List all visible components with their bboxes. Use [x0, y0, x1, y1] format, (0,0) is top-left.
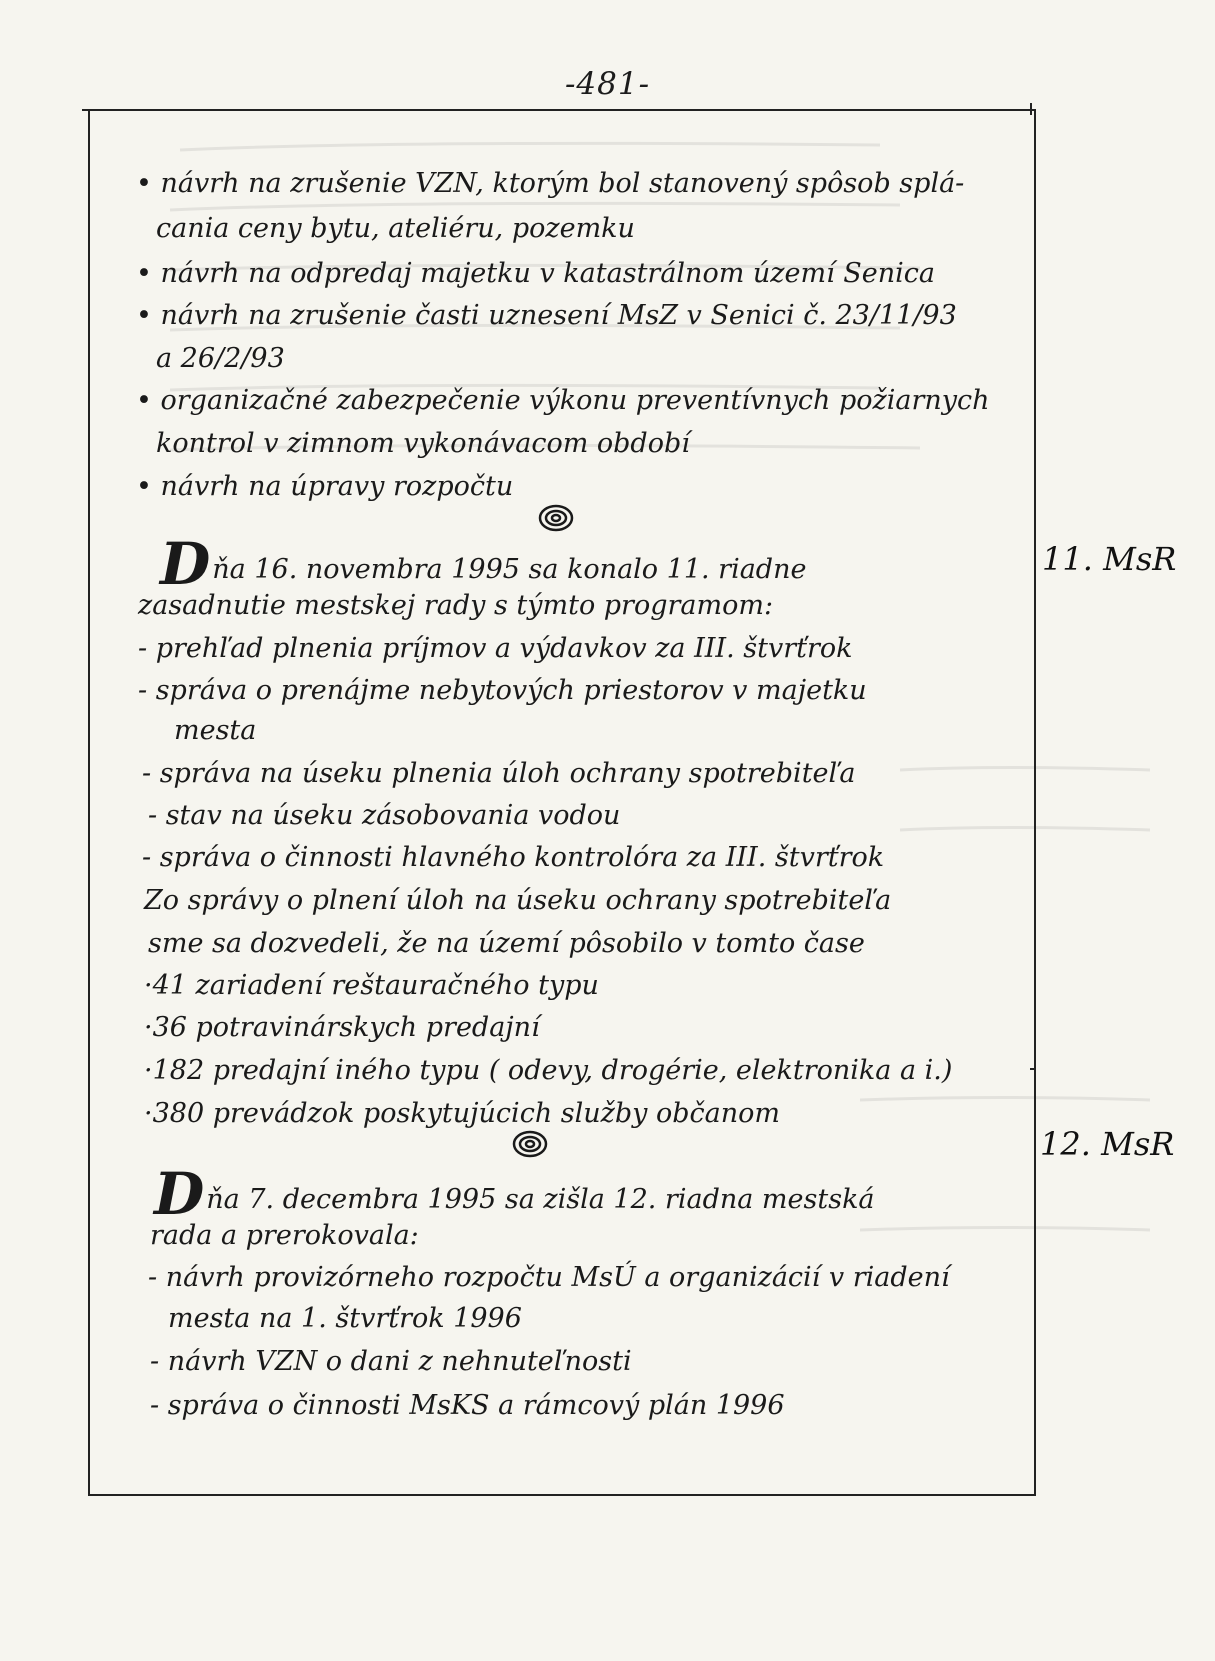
list-item: a 26/2/93 [156, 343, 285, 374]
section-11-line: ·380 prevádzok poskytujúcich služby občanom [144, 1098, 781, 1129]
spiral-ornament [510, 1128, 550, 1160]
section-11-line: ·182 predajní iného typu ( odevy, drogérie, elektronika a i.) [144, 1055, 953, 1086]
section-12-line: mesta na 1. štvrťrok 1996 [168, 1303, 522, 1334]
section-12-line: - návrh provizórneho rozpočtu MsÚ a organizácií v riadení [148, 1262, 950, 1293]
list-item: • organizačné zabezpečenie výkonu preventívnych požiarnych [136, 385, 990, 416]
list-item: • návrh na odpredaj majetku v katastrálnom území Senica [136, 258, 936, 289]
decorated-initial: D [154, 1160, 205, 1228]
section-11-line: zasadnutie mestskej rady s týmto programom: [138, 590, 774, 621]
section-11-line: - stav na úseku zásobovania vodou [148, 800, 621, 831]
margin-note-11-msr: 11. MsR [1042, 540, 1177, 578]
section-11-line: sme sa dozvedeli, že na území pôsobilo v tomto čase [148, 928, 865, 959]
section-11-line: Zo správy o plnení úloh na úseku ochrany spotrebiteľa [144, 885, 892, 916]
section-11-line: - správa o prenájme nebytových priestorov v majetku [138, 675, 867, 706]
list-item: • návrh na úpravy rozpočtu [136, 471, 514, 502]
section-11-line: - správa o činnosti hlavného kontrolóra za III. štvrťrok [142, 842, 885, 873]
frame-side-mark [1030, 1068, 1036, 1070]
section-12-line: rada a prerokovala: [150, 1220, 419, 1251]
section-11-line: mesta [174, 715, 257, 746]
list-item: • návrh na zrušenie časti uznesení MsZ v Senici č. 23/11/93 [136, 300, 957, 331]
section-12-line: - návrh VZN o dani z nehnuteľnosti [150, 1346, 632, 1377]
section-11-line: - prehľad plnenia príjmov a výdavkov za III. štvrťrok [138, 633, 853, 664]
section-12-line: - správa o činnosti MsKS a rámcový plán 1996 [150, 1390, 785, 1421]
frame-corner-mark [82, 109, 94, 111]
page-number: -481- [564, 66, 651, 102]
section-12-opening-line [154, 1160, 875, 1228]
section-11-first-line: ňa 16. novembra 1995 sa konalo 11. riadne [212, 554, 807, 585]
decorated-initial: D [160, 530, 211, 598]
section-11-line: ·36 potravinárskych predajní [144, 1012, 540, 1043]
margin-note-12-msr: 12. MsR [1040, 1125, 1175, 1163]
list-item: kontrol v zimnom vykonávacom období [156, 428, 690, 459]
list-item: • návrh na zrušenie VZN, ktorým bol stanovený spôsob splá- [136, 168, 965, 199]
section-11-line: - správa na úseku plnenia úloh ochrany spotrebiteľa [142, 758, 856, 789]
list-item: cania ceny bytu, ateliéru, pozemku [156, 213, 635, 244]
section-11-line: ·41 zariadení reštauračného typu [144, 970, 599, 1001]
section-11-opening-line [160, 530, 807, 598]
frame-corner-mark [1030, 103, 1032, 115]
section-12-first-line: ňa 7. decembra 1995 sa zišla 12. riadna mestská [206, 1184, 875, 1215]
spiral-ornament [536, 502, 576, 534]
